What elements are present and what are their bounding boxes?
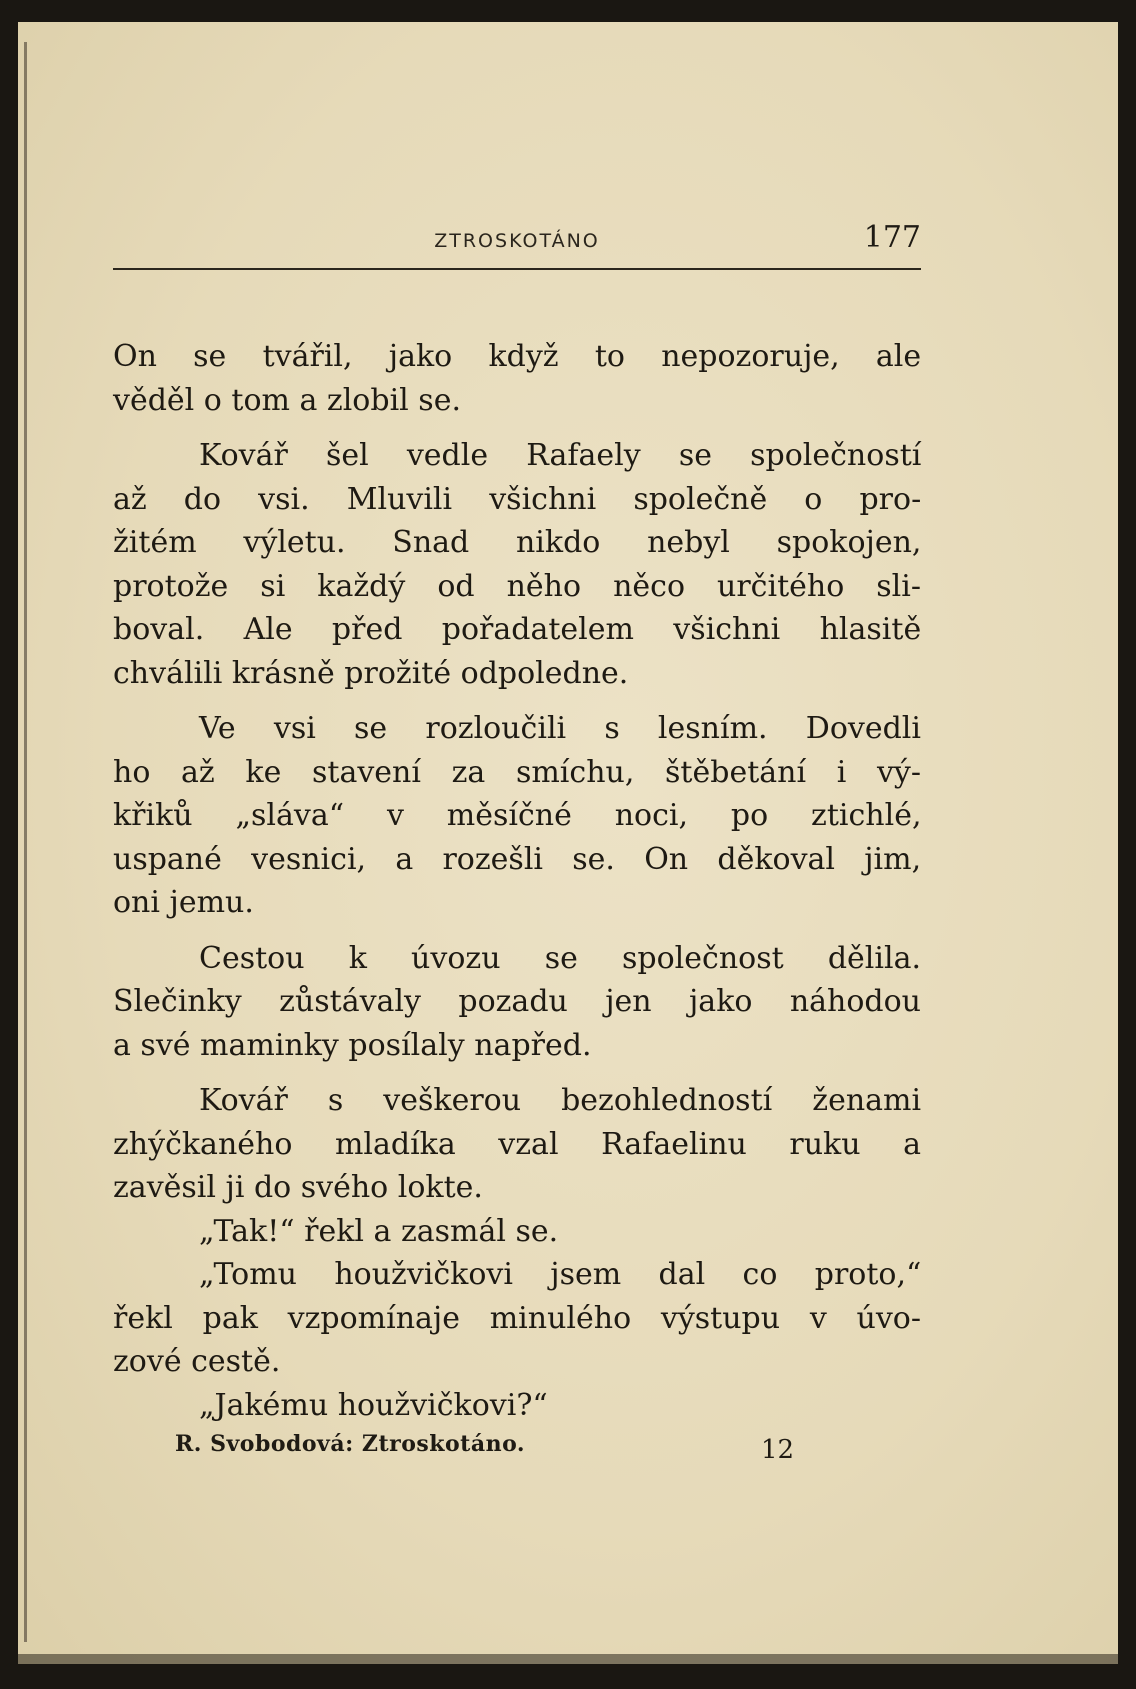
text-line: „Jakému houžvičkovi?“ <box>199 1387 548 1423</box>
text-line: Kovář šel vedle Rafaely se společností <box>199 438 922 473</box>
text-line: až do vsi. Mluvili všichni společně o pro- <box>113 481 922 517</box>
text-line: zhýčkaného mladíka vzal Rafaelinu ruku a <box>113 1126 921 1162</box>
page-number: 177 <box>863 220 921 255</box>
text-line: „Tomu houžvičkovi jsem dal co proto,“ <box>199 1257 922 1292</box>
text-line: oni jemu. <box>113 885 254 920</box>
text-line: zavěsil ji do svého lokte. <box>113 1170 483 1205</box>
text-line: On se tvářil, jako když to nepozoruje, ale <box>113 339 922 374</box>
text-line: žitém výletu. Snad nikdo nebyl spokojen, <box>113 525 922 560</box>
printer-signature: R. Svobodová: Ztroskotáno. <box>175 1431 526 1457</box>
page-header <box>113 210 921 270</box>
sheet-number: 12 <box>761 1435 795 1465</box>
header-rule <box>113 268 921 270</box>
text-line: Kovář s veškerou bezohledností ženami <box>199 1083 922 1118</box>
text-line: Ve vsi se rozloučili s lesním. Dovedli <box>199 711 921 746</box>
text-line: a své maminky posílaly napřed. <box>113 1027 592 1063</box>
page-bottom-edge <box>18 1654 1118 1664</box>
body-text <box>113 335 921 1427</box>
text-line: zové cestě. <box>113 1344 281 1379</box>
text-line: věděl o tom a zlobil se. <box>113 382 461 418</box>
text-line: uspané vesnici, a rozešli se. On děkoval jim, <box>113 841 922 877</box>
text-line: Slečinky zůstávaly pozadu jen jako náhodou <box>113 984 921 1019</box>
text-line: ho až ke stavení za smíchu, štěbetání i vý- <box>113 754 922 790</box>
text-line: boval. Ale před pořadatelem všichni hlasitě <box>113 612 922 647</box>
page-footer <box>113 1427 921 1467</box>
running-title: ZTROSKOTÁNO <box>434 230 600 252</box>
text-line: Cestou k úvozu se společnost dělila. <box>199 940 921 976</box>
text-line: „Tak!“ řekl a zasmál se. <box>199 1213 559 1249</box>
text-line: protože si každý od něho něco určitého sli- <box>113 568 921 604</box>
binding-edge <box>24 42 27 1642</box>
text-line: chválili krásně prožité odpoledne. <box>113 655 629 691</box>
text-line: křiků „sláva“ v měsíčné noci, po ztichlé, <box>113 798 922 833</box>
text-line: řekl pak vzpomínaje minulého výstupu v úvo- <box>113 1300 921 1336</box>
